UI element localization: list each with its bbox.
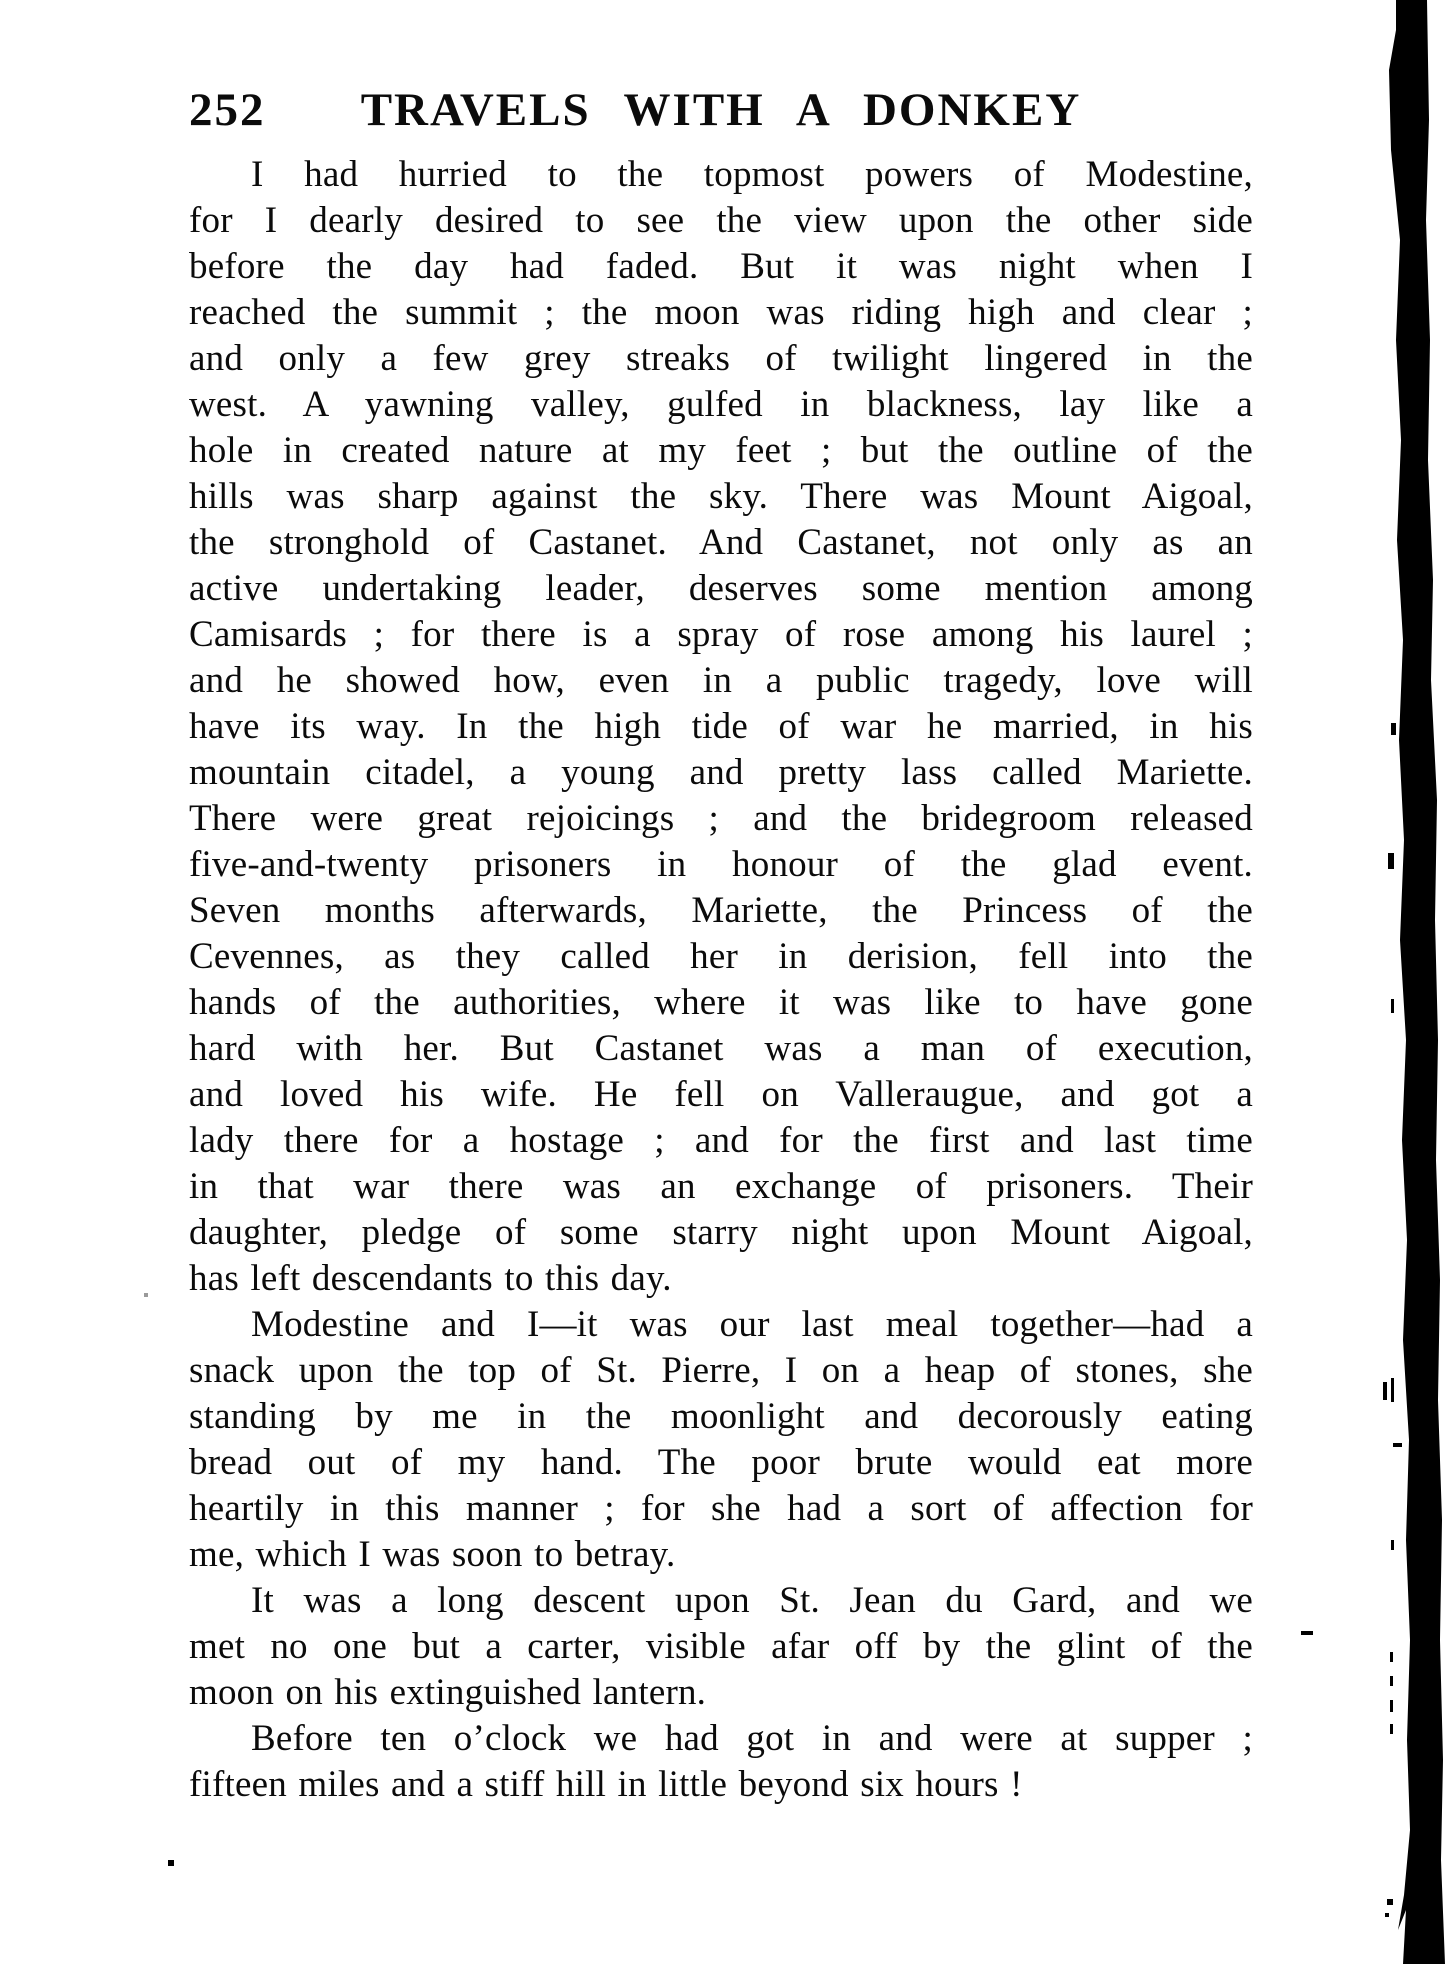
page-number: 252 <box>189 84 266 136</box>
text-line: west. A yawning valley, gulfed in blackness, lay like a <box>189 384 1253 425</box>
scan-speck <box>1393 1443 1402 1447</box>
text-line: me, which I was soon to betray. <box>189 1534 676 1575</box>
scan-speck <box>1390 1676 1393 1686</box>
text-line: and loved his wife. He fell on Valleraugue, and got a <box>189 1074 1253 1115</box>
text-line: daughter, pledge of some starry night upon Mount Aigoal, <box>189 1212 1253 1253</box>
text-line: standing by me in the moonlight and decorously eating <box>189 1396 1253 1437</box>
scan-speck <box>1390 1724 1393 1734</box>
page-header <box>189 84 1253 140</box>
text-line: and he showed how, even in a public tragedy, love will <box>189 660 1253 701</box>
body-text <box>189 152 1253 1808</box>
text-line: It was a long descent upon St. Jean du Gard, and we <box>251 1580 1253 1621</box>
text-line: hands of the authorities, where it was like to have gone <box>189 982 1253 1023</box>
text-line: lady there for a hostage ; and for the first and last time <box>189 1120 1253 1161</box>
text-line: heartily in this manner ; for she had a sort of affection for <box>189 1488 1253 1529</box>
text-line: Cevennes, as they called her in derision, fell into the <box>189 936 1253 977</box>
text-line: mountain citadel, a young and pretty lass called Mariette. <box>189 752 1253 793</box>
text-line: hills was sharp against the sky. There was Mount Aigoal, <box>189 476 1253 517</box>
scan-speck <box>1387 1899 1393 1905</box>
text-line: have its way. In the high tide of war he married, in his <box>189 706 1253 747</box>
running-title: TRAVELS WITH A DONKEY <box>360 84 1082 136</box>
text-line: has left descendants to this day. <box>189 1258 672 1299</box>
text-line: active undertaking leader, deserves some mention among <box>189 568 1253 609</box>
text-line: bread out of my hand. The poor brute would eat more <box>189 1442 1253 1483</box>
text-line: for I dearly desired to see the view upon the other side <box>189 200 1253 241</box>
scan-speck <box>168 1860 174 1866</box>
text-line: Modestine and I—it was our last meal together—had a <box>251 1304 1253 1345</box>
scan-speck <box>1391 999 1394 1013</box>
text-line: the stronghold of Castanet. And Castanet, not only as an <box>189 522 1253 563</box>
text-line: There were great rejoicings ; and the bridegroom released <box>189 798 1253 839</box>
text-line: Seven months afterwards, Mariette, the Princess of the <box>189 890 1253 931</box>
scan-speck <box>1301 1631 1313 1635</box>
text-line: five-and-twenty prisoners in honour of the glad event. <box>189 844 1253 885</box>
text-line: snack upon the top of St. Pierre, I on a heap of stones, she <box>189 1350 1253 1391</box>
text-line: hole in created nature at my feet ; but the outline of the <box>189 430 1253 471</box>
text-line: I had hurried to the topmost powers of Modestine, <box>251 154 1253 195</box>
text-line: Camisards ; for there is a spray of rose among his laurel ; <box>189 614 1253 655</box>
scan-speck <box>1391 1540 1394 1550</box>
text-line: moon on his extinguished lantern. <box>189 1672 707 1713</box>
text-line: in that war there was an exchange of prisoners. Their <box>189 1166 1253 1207</box>
scan-speck <box>1391 1378 1394 1402</box>
scan-speck <box>1391 723 1396 735</box>
scan-speck <box>1390 1700 1393 1712</box>
scan-speck <box>1383 1382 1387 1400</box>
text-line: hard with her. But Castanet was a man of execution, <box>189 1028 1253 1069</box>
text-line: and only a few grey streaks of twilight lingered in the <box>189 338 1253 379</box>
scan-speck <box>1388 853 1394 869</box>
text-line: fifteen miles and a stiff hill in little beyond six hours ! <box>189 1764 1023 1805</box>
text-line: reached the summit ; the moon was riding high and clear ; <box>189 292 1253 333</box>
scan-speck <box>1385 1913 1389 1917</box>
text-line: Before ten o’clock we had got in and were at supper ; <box>251 1718 1253 1759</box>
text-line: met no one but a carter, visible afar off by the glint of the <box>189 1626 1253 1667</box>
scan-speck <box>144 1293 148 1297</box>
scan-speck <box>1390 1652 1393 1662</box>
text-line: before the day had faded. But it was night when I <box>189 246 1253 287</box>
